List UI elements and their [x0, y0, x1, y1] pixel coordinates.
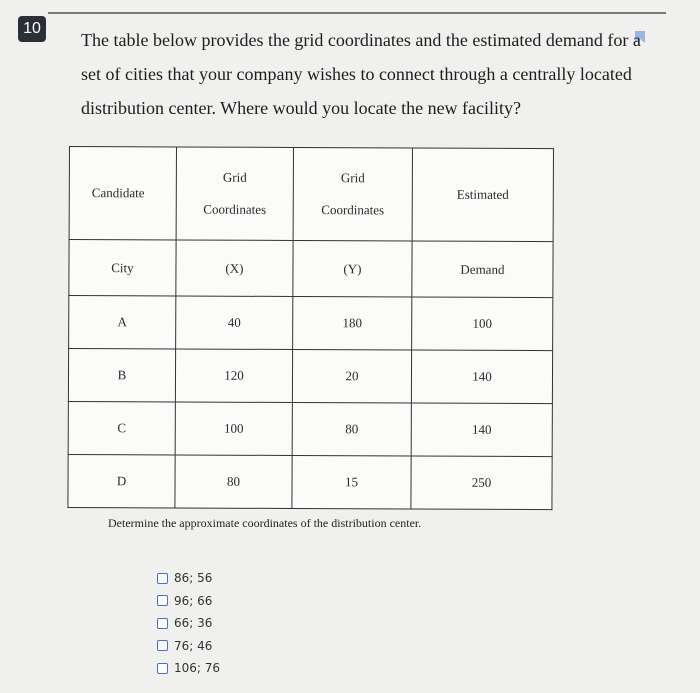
cell-city: B [68, 349, 175, 402]
cell-city: D [68, 454, 175, 507]
cell-city: A [69, 296, 176, 349]
table-row [69, 296, 553, 351]
header-grid-x [176, 147, 293, 241]
checkbox[interactable] [157, 618, 168, 629]
cell-demand: 250 [411, 456, 552, 510]
header-grid-y [293, 147, 412, 241]
answer-options [157, 567, 220, 680]
table-header-row [69, 147, 553, 242]
question-line-1: The table below provides the grid coordinates and the estimated demand for a [81, 30, 641, 50]
option-4[interactable] [157, 635, 220, 658]
subheader-city: City [69, 240, 176, 296]
option-label: 76; 46 [174, 638, 213, 653]
table-subheader-row [69, 240, 553, 298]
cell-y: 15 [292, 455, 411, 509]
data-table [67, 146, 554, 510]
header-grid-y-top: Grid [340, 170, 365, 186]
cell-y: 20 [292, 349, 411, 403]
checkbox[interactable] [157, 595, 168, 606]
option-label: 66; 36 [174, 616, 213, 631]
header-grid-x-bottom: Coordinates [203, 201, 267, 217]
cell-y: 180 [293, 296, 412, 350]
cell-demand: 100 [412, 297, 553, 351]
table-row [68, 349, 552, 404]
cell-x: 40 [176, 296, 293, 350]
question-text [81, 23, 641, 125]
question-number-badge: 10 [18, 16, 46, 42]
option-1[interactable] [157, 567, 220, 590]
subheader-x: (X) [176, 240, 293, 297]
option-label: 86; 56 [174, 571, 213, 586]
checkbox[interactable] [157, 640, 168, 651]
checkbox[interactable] [157, 663, 168, 674]
option-5[interactable] [157, 657, 220, 680]
table-row [68, 401, 552, 456]
cell-demand: 140 [411, 403, 552, 457]
header-grid-x-top: Grid [222, 169, 247, 185]
subheader-y: (Y) [293, 240, 412, 297]
prompt-text: Determine the approximate coordinates of the distribution center. [108, 516, 422, 530]
cell-x: 120 [175, 349, 292, 403]
cell-city: C [68, 401, 175, 454]
table-row [68, 454, 552, 509]
option-label: 106; 76 [174, 661, 221, 676]
option-3[interactable] [157, 612, 220, 635]
question-line-3: distribution center. Where would you locate the new facility? [81, 98, 522, 118]
cell-y: 80 [292, 402, 411, 456]
option-2[interactable] [157, 590, 220, 613]
top-divider [48, 12, 666, 14]
header-grid-y-bottom: Coordinates [321, 202, 385, 218]
question-line-2: set of cities that your company wishes to connect through a centrally located [81, 64, 632, 84]
checkbox[interactable] [157, 573, 168, 584]
cell-demand: 140 [411, 350, 552, 404]
header-estimated: Estimated [412, 148, 553, 242]
cell-x: 100 [175, 402, 292, 456]
cell-x: 80 [175, 455, 292, 509]
header-candidate: Candidate [69, 147, 176, 240]
option-label: 96; 66 [174, 593, 213, 608]
subheader-demand: Demand [412, 241, 553, 298]
